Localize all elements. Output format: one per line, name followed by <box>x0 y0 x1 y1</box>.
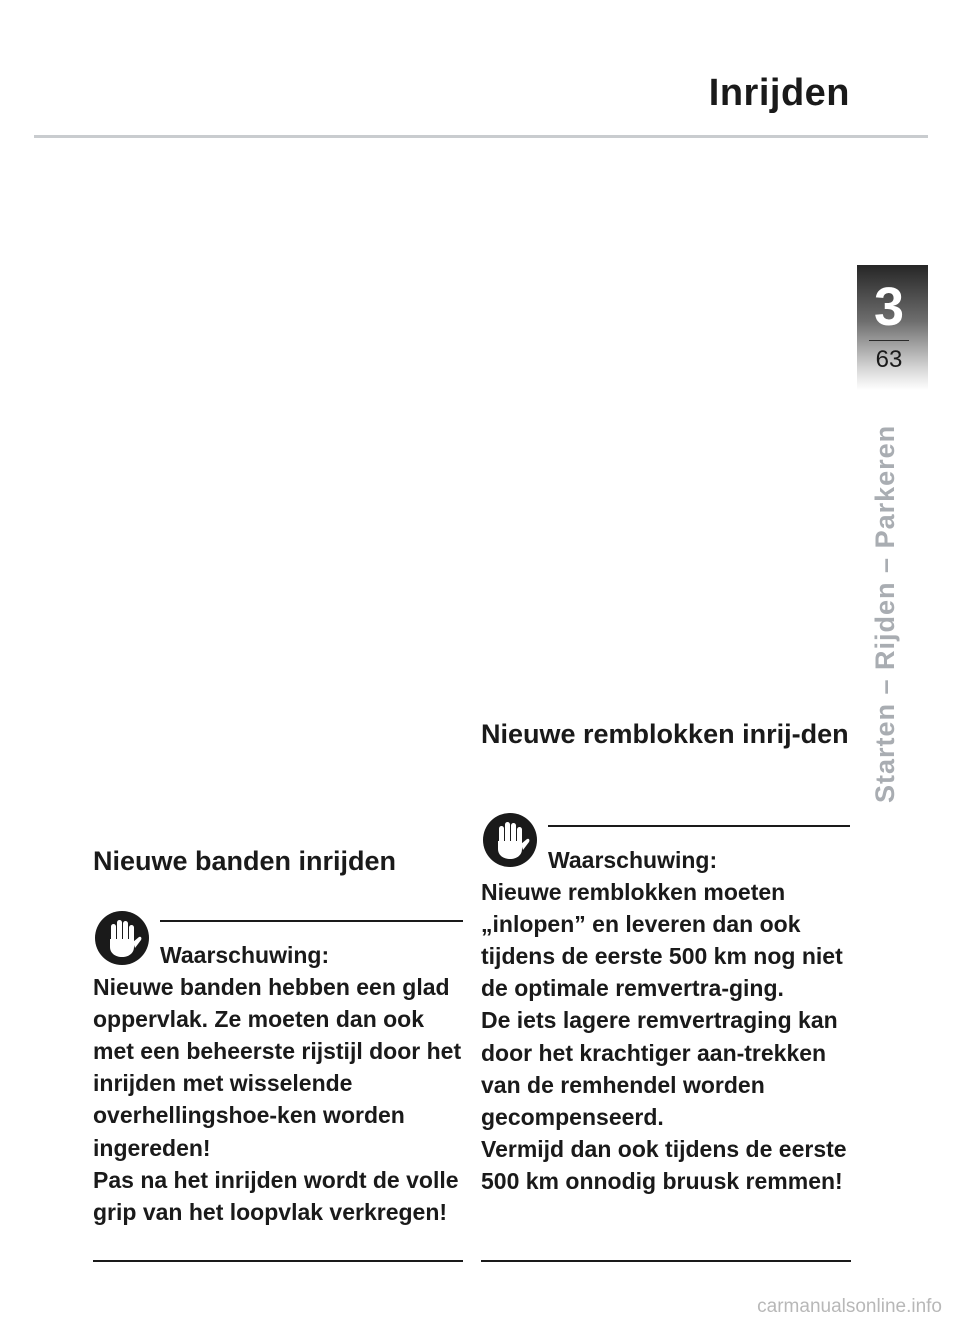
chapter-divider <box>869 340 909 341</box>
watermark: carmanualsonline.info <box>757 1296 942 1317</box>
warning-paragraph: Vermijd dan ook tijdens de eerste 500 km onnodig bruusk remmen! <box>481 1135 847 1194</box>
warning-label: Waarschuwing: <box>548 847 718 873</box>
warning-paragraph: Pas na het inrijden wordt de volle grip van het loopvlak verkregen! <box>93 1166 459 1225</box>
warning-paragraph: De iets lagere remvertraging kan door het krachtiger aan-trekken van de remhendel worden gecompenseerd. <box>481 1007 838 1130</box>
section-end-rule <box>93 1260 463 1262</box>
section-heading-remblokken: Nieuwe remblokken inrij-den <box>481 719 849 749</box>
page-number: 63 <box>875 346 903 373</box>
warning-block-banden <box>93 939 465 1228</box>
warning-rule <box>548 825 850 827</box>
section-end-rule <box>481 1260 851 1262</box>
warning-block-remblokken <box>481 844 853 1197</box>
warning-label: Waarschuwing: <box>160 942 330 968</box>
section-heading-banden: Nieuwe banden inrijden <box>93 846 397 876</box>
header-divider <box>34 135 928 138</box>
chapter-side-label: Starten – Rijden – Parkeren <box>870 424 900 803</box>
warning-paragraph: Nieuwe remblokken moeten „inlopen” en leveren dan ook tijdens de eerste 500 km nog niet de optimale remvertra-ging. <box>481 879 843 1002</box>
warning-paragraph: Nieuwe banden hebben een glad oppervlak. Ze moeten dan ook met een beheerste rijstijl door het inrijden met wisselende overhellingshoe-ken worden ingereden! <box>93 974 462 1161</box>
page-title: Inrijden <box>708 72 850 114</box>
chapter-number: 3 <box>873 277 905 337</box>
warning-rule <box>160 920 463 922</box>
